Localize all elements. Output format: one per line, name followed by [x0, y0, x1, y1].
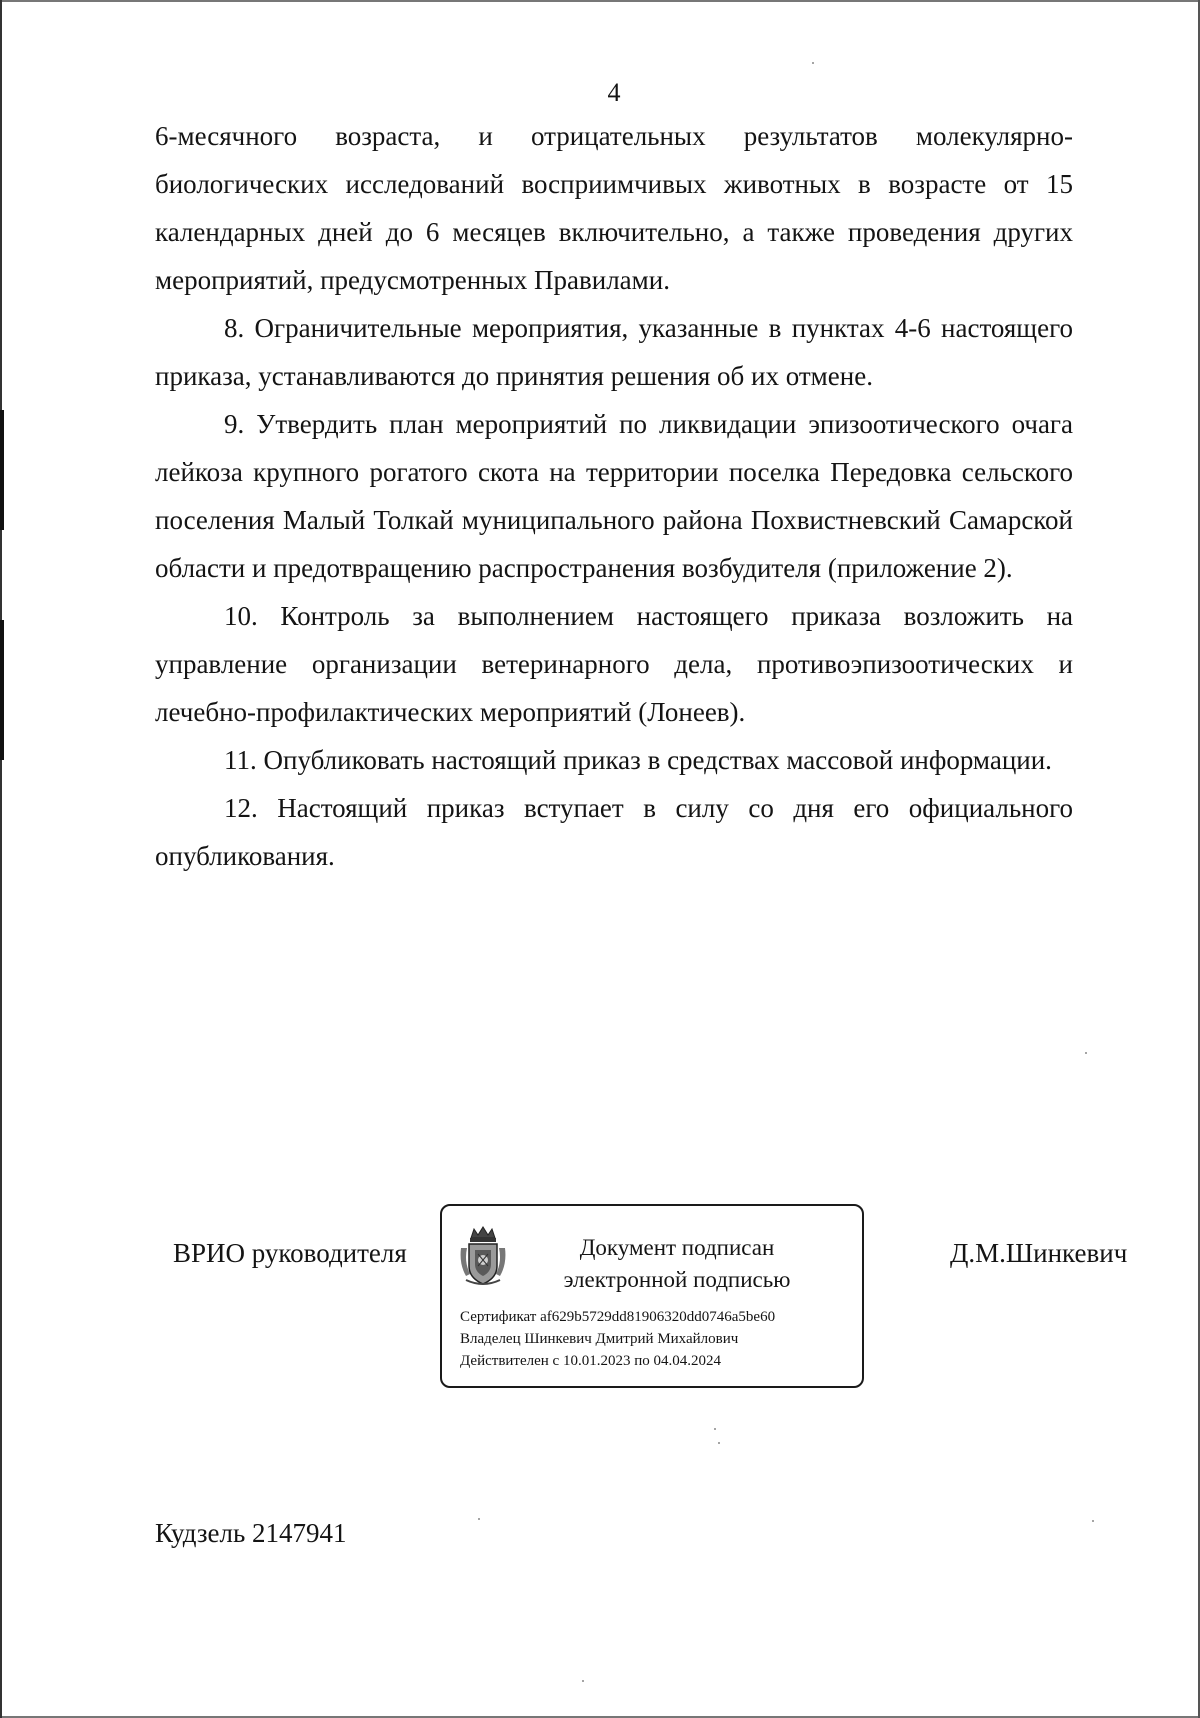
scan-speck	[812, 62, 814, 64]
paragraph-item-12: 12. Настоящий приказ вступает в силу со дня его официального опубликования.	[155, 793, 1073, 871]
scan-edge-mark	[0, 620, 4, 760]
document-body	[155, 112, 1073, 880]
paragraph-item-10: 10. Контроль за выполнением настоящего приказа возложить на управление организации ветеринарного дела, противоэпизоотических и лечебно-профилактических мероприятий (Лонеев).	[155, 601, 1073, 727]
scan-speck	[582, 1680, 584, 1682]
stamp-title-line: электронной подписью	[563, 1267, 791, 1292]
scan-speck	[714, 1428, 716, 1430]
stamp-title-line: Документ подписан	[579, 1235, 775, 1260]
scan-edge-top	[0, 0, 1200, 2]
stamp-title	[542, 1232, 812, 1296]
signatory-position: ВРИО руководителя	[173, 1238, 407, 1268]
certificate-owner: Владелец Шинкевич Дмитрий Михайлович	[460, 1331, 739, 1347]
signatory-name: Д.М.Шинкевич	[950, 1238, 1128, 1268]
executor-contact: Кудзель 2147941	[155, 1518, 347, 1548]
paragraph-item-8: 8. Ограничительные мероприятия, указанные в пунктах 4-6 настоящего приказа, устанавливаются до принятия решения об их отмене.	[155, 313, 1073, 391]
scan-speck	[718, 1442, 720, 1444]
scan-edge-mark	[0, 410, 4, 530]
scan-speck	[1092, 1520, 1094, 1522]
page-number: 4	[607, 78, 621, 107]
paragraph-item-9: 9. Утвердить план мероприятий по ликвидации эпизоотического очага лейкоза крупного рогатого скота на территории поселка Передовка сельского поселения Малый Толкай муниципального района Похвистневский Самарской области и предотвращению распространения возбудителя (приложение 2).	[155, 409, 1073, 583]
signature-block	[0, 1204, 1200, 1394]
electronic-signature-stamp	[440, 1204, 864, 1388]
certificate-details	[460, 1306, 775, 1372]
scan-speck	[1085, 1052, 1087, 1054]
paragraph-item-11: 11. Опубликовать настоящий приказ в средствах массовой информации.	[224, 745, 1052, 775]
certificate-number: Сертификат af629b5729dd81906320dd0746a5be60	[460, 1309, 776, 1325]
coat-of-arms-icon	[458, 1226, 508, 1288]
scan-speck	[478, 1518, 480, 1520]
paragraph-continuation: 6-месячного возраста, и отрицательных результатов молекулярно-биологических исследований восприимчивых животных в возрасте от 15 календарных дней до 6 месяцев включительно, а также проведения других мероприятий, предусмотренных Правилами.	[155, 121, 1073, 295]
certificate-validity: Действителен с 10.01.2023 по 04.04.2024	[460, 1353, 721, 1369]
scan-edge-left	[0, 0, 2, 1718]
